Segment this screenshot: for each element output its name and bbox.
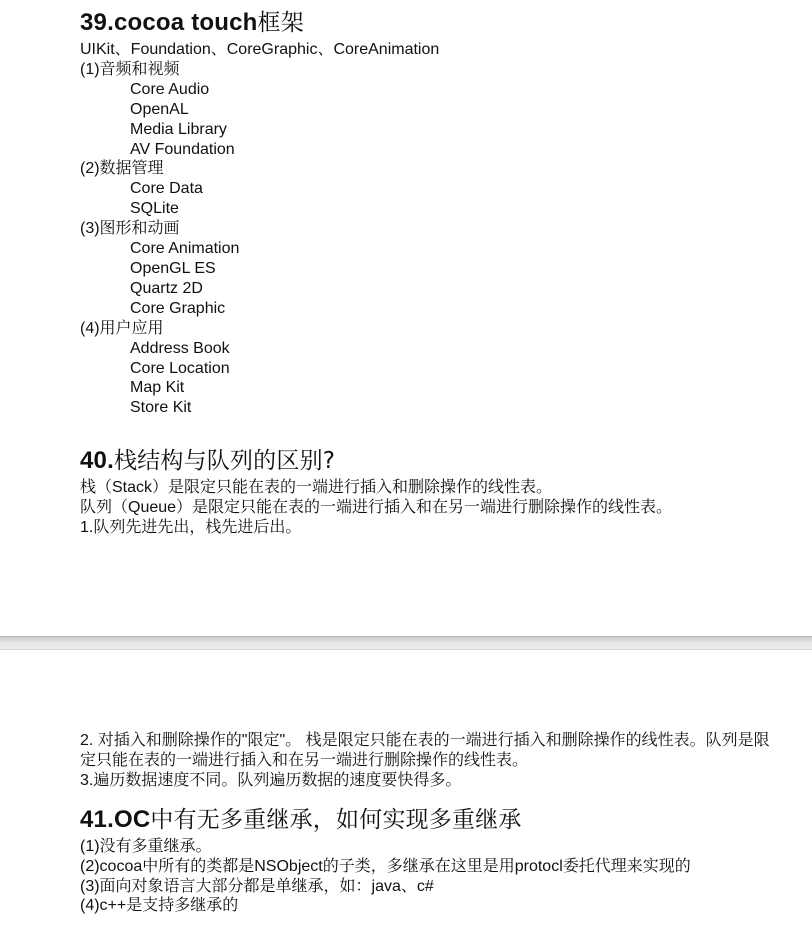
group-1-label: (1)音频和视频 <box>80 60 180 78</box>
group-3-item: Core Animation <box>130 240 240 258</box>
group-2-item: SQLite <box>130 200 179 218</box>
section-40-heading-zh: 栈结构与队列的区别? <box>113 448 336 475</box>
section-spacer <box>80 418 780 444</box>
section-40-continued-line: 2. 对插入和删除操作的"限定"。 栈是限定只能在表的一端进行插入和删除操作的线性表。队列是限定只能在表的一端进行插入和在另一端进行删除操作的线性表。 <box>80 732 770 769</box>
section-39-heading-num: 39.cocoa touch <box>80 9 258 36</box>
document-page-2 <box>0 650 812 935</box>
section-40-continued-line: 3.遍历数据速度不同。队列遍历数据的速度要快得多。 <box>80 771 462 789</box>
section-41-heading <box>80 803 780 837</box>
section-41-line: (2)cocoa中所有的类都是NSObject的子类，多继承在这里是用protocl委托代理来实现的 <box>80 857 691 875</box>
section-40-line: 队列（Queue）是限定只能在表的一端进行插入和在另一端进行删除操作的线性表。 <box>80 499 673 517</box>
group-3-label: (3)图形和动画 <box>80 220 180 238</box>
page-1-content <box>80 6 780 538</box>
section-40-line: 栈（Stack）是限定只能在表的一端进行插入和删除操作的线性表。 <box>80 479 553 497</box>
section-41-heading-zh: 中有无多重继承，如何实现多重继承 <box>150 806 522 833</box>
group-3-item: OpenGL ES <box>130 259 216 277</box>
section-41-line: (4)c++是支持多继承的 <box>80 897 239 915</box>
group-1-item: AV Foundation <box>130 140 235 158</box>
group-4-item: Address Book <box>130 339 230 357</box>
section-40-heading-num: 40. <box>80 447 114 475</box>
section-41-heading-num: 41.OC <box>80 805 151 833</box>
group-2-item: Core Data <box>130 180 203 198</box>
group-1-item: OpenAL <box>130 100 189 118</box>
section-40-heading <box>80 444 780 478</box>
group-4-item: Map Kit <box>130 379 185 397</box>
group-4-label: (4)用户应用 <box>80 319 164 337</box>
section-39-heading <box>80 6 780 40</box>
group-1-item: Media Library <box>130 120 227 138</box>
group-4-item: Core Location <box>130 359 230 377</box>
group-2-label: (2)数据管理 <box>80 160 164 178</box>
page-separator <box>0 636 812 650</box>
section-41-line: (3)面向对象语言大部分都是单继承，如：java、c# <box>80 877 434 895</box>
group-1-item: Core Audio <box>130 80 210 98</box>
section-spacer <box>80 791 780 803</box>
group-3-item: Core Graphic <box>130 299 226 317</box>
section-40-line: 1.队列先进先出，栈先进后出。 <box>80 519 302 537</box>
section-39-intro: UIKit、Foundation、CoreGraphic、CoreAnimation <box>80 41 440 58</box>
section-39-heading-zh: 框架 <box>257 10 304 36</box>
page-2-content <box>80 731 780 916</box>
group-4-item: Store Kit <box>130 399 192 417</box>
group-3-item: Quartz 2D <box>130 279 203 297</box>
section-41-line: (1)没有多重继承。 <box>80 837 212 855</box>
